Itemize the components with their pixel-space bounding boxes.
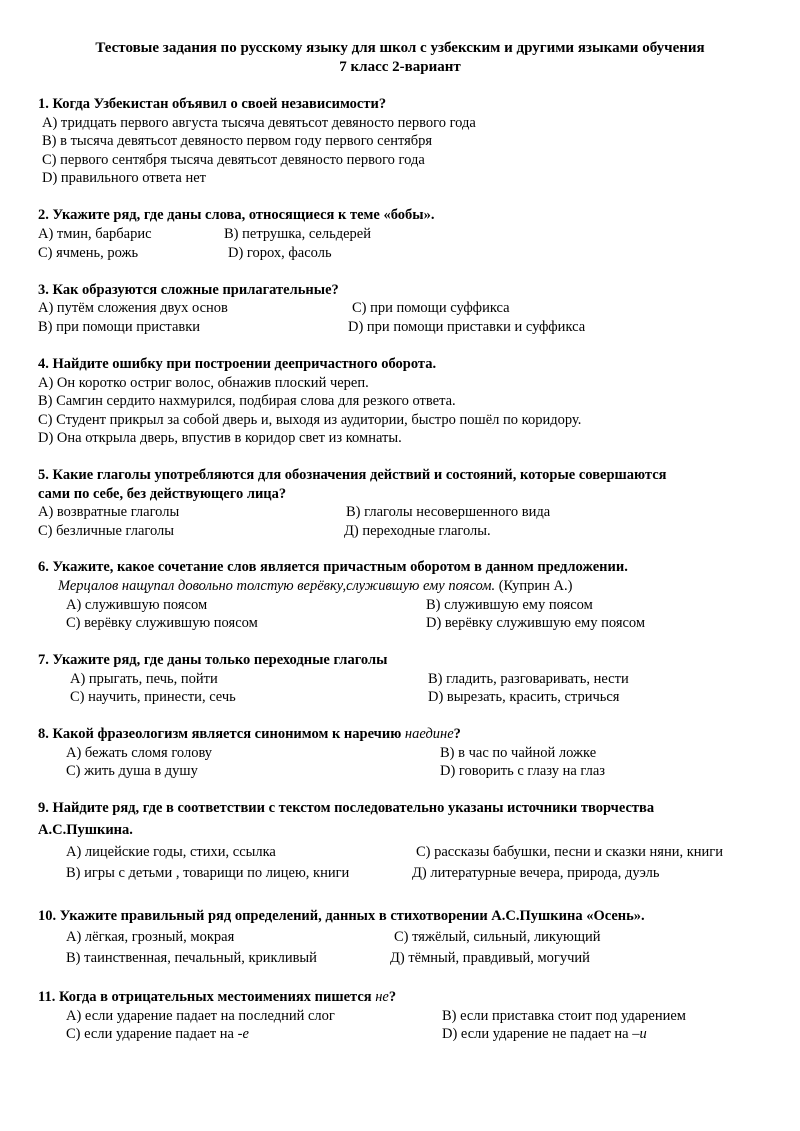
question-5: 5. Какие глаголы употребляются для обозначения действий и состояний, которые совершаются <box>38 467 667 483</box>
q7-option-b: B) гладить, разговаривать, нести <box>428 671 629 687</box>
q11-option-c: C) если ударение падает на <box>66 1026 238 1042</box>
q11-suffix-e: -е <box>237 1026 249 1042</box>
q5-option-a: A) возвратные глаголы <box>38 504 180 520</box>
q8-option-b: B) в час по чайной ложке <box>440 745 597 761</box>
q8-tail: ? <box>453 726 461 742</box>
q11-word: не <box>375 989 389 1005</box>
q2-option-c: C) ячмень, рожь <box>38 245 139 261</box>
q9-option-b: B) игры с детьми , товарищи по лицею, книги <box>66 865 350 881</box>
q4-option-d: D) Она открыла дверь, впустив в коридор свет из комнаты. <box>38 430 402 446</box>
q1-option-b: B) в тысяча девятьсот девяносто первом году первого сентября <box>42 133 433 149</box>
q9-option-d: Д) литературные вечера, природа, дуэль <box>412 865 660 881</box>
q3-option-c: C) при помощи суффикса <box>352 300 510 316</box>
q6-source: (Куприн А.) <box>495 578 573 594</box>
q10-option-c: C) тяжёлый, сильный, ликующий <box>394 929 601 945</box>
q1-option-c: C) первого сентября тысяча девятьсот девяносто первого года <box>42 152 425 168</box>
q10-option-a: A) лёгкая, грозный, мокрая <box>66 929 235 945</box>
question-5-cont: сами по себе, без действующего лица? <box>38 486 287 502</box>
q10-option-b: B) таинственная, печальный, крикливый <box>66 950 317 966</box>
q8-option-d: D) говорить с глазу на глаз <box>440 763 606 779</box>
q2-option-b: B) петрушка, сельдерей <box>224 226 371 242</box>
q7-option-a: A) прыгать, печь, пойти <box>70 671 218 687</box>
question-9: 9. Найдите ряд, где в соответствии с текстом последовательно указаны источники творчества <box>38 800 655 816</box>
q5-option-c: C) безличные глаголы <box>38 523 175 539</box>
q5-option-b: B) глаголы несовершенного вида <box>346 504 551 520</box>
q6-option-c: C) верёвку служившую поясом <box>66 615 258 631</box>
q6-option-d: D) верёвку служившую ему поясом <box>426 615 646 631</box>
q11-text: 11. Когда в отрицательных местоимениях пишется <box>38 989 376 1005</box>
q8-text: 8. Какой фразеологизм является синонимом к наречию <box>38 726 405 742</box>
document-subtitle: 7 класс 2-вариант <box>339 59 461 75</box>
q11-suffix-i: –и <box>632 1026 647 1042</box>
question-3: 3. Как образуются сложные прилагательные? <box>38 282 339 298</box>
q2-option-a: A) тмин, барбарис <box>38 226 152 242</box>
q4-option-a: A) Он коротко остриг волос, обнажив плоский череп. <box>38 375 369 391</box>
q11-option-b: B) если приставка стоит под ударением <box>442 1008 686 1024</box>
q7-option-d: D) вырезать, красить, стричься <box>428 689 620 705</box>
q3-option-a: A) путём сложения двух основ <box>38 300 228 316</box>
q7-option-c: C) научить, принести, сечь <box>70 689 236 705</box>
question-9-cont: А.С.Пушкина. <box>38 822 133 838</box>
q2-option-d: D) горох, фасоль <box>228 245 332 261</box>
q11-tail: ? <box>388 989 397 1005</box>
q1-option-d: D) правильного ответа нет <box>42 170 206 186</box>
question-8 <box>38 725 461 743</box>
q8-option-a: A) бежать сломя голову <box>66 745 213 761</box>
q11-option-c-line <box>66 1025 249 1043</box>
question-6: 6. Укажите, какое сочетание слов является причастным оборотом в данном предложении. <box>38 559 628 575</box>
q11-option-d: D) если ударение не падает на <box>442 1026 633 1042</box>
q6-sentence-line <box>58 577 572 595</box>
q3-option-b: B) при помощи приставки <box>38 319 201 335</box>
q8-option-c: C) жить душа в душу <box>66 763 198 779</box>
q11-option-d-line <box>442 1025 647 1043</box>
q6-sentence: Мерцалов нащупал довольно толстую верёвку,служившую ему поясом. <box>58 578 496 594</box>
q10-option-d: Д) тёмный, правдивый, могучий <box>390 950 590 966</box>
q5-option-d: Д) переходные глаголы. <box>344 523 491 539</box>
q9-option-a: A) лицейские годы, стихи, ссылка <box>66 844 276 860</box>
question-4: 4. Найдите ошибку при построении деепричастного оборота. <box>38 356 437 372</box>
q4-option-c: C) Студент прикрыл за собой дверь и, выходя из аудитории, быстро пошёл по коридору. <box>38 412 582 428</box>
q1-option-a: A) тридцать первого августа тысяча девятьсот девяносто первого года <box>42 115 476 131</box>
question-7: 7. Укажите ряд, где даны только переходные глаголы <box>38 652 388 668</box>
q11-option-a: A) если ударение падает на последний слог <box>66 1008 335 1024</box>
question-1: 1. Когда Узбекистан объявил о своей независимости? <box>38 96 387 112</box>
question-11 <box>38 988 396 1006</box>
q8-word: наедине <box>404 726 454 742</box>
q6-option-a: A) служившую поясом <box>66 597 208 613</box>
q6-option-b: B) служившую ему поясом <box>426 597 593 613</box>
q9-option-c: C) рассказы бабушки, песни и сказки няни, книги <box>416 844 723 860</box>
q3-option-d: D) при помощи приставки и суффикса <box>348 319 586 335</box>
question-10: 10. Укажите правильный ряд определений, данных в стихотворении А.С.Пушкина «Осень». <box>38 908 645 924</box>
question-2: 2. Укажите ряд, где даны слова, относящиеся к теме «бобы». <box>38 207 435 223</box>
q4-option-b: B) Самгин сердито нахмурился, подбирая слова для резкого ответа. <box>38 393 456 409</box>
document-title: Тестовые задания по русскому языку для школ с узбекским и другими языками обучения <box>95 40 705 56</box>
